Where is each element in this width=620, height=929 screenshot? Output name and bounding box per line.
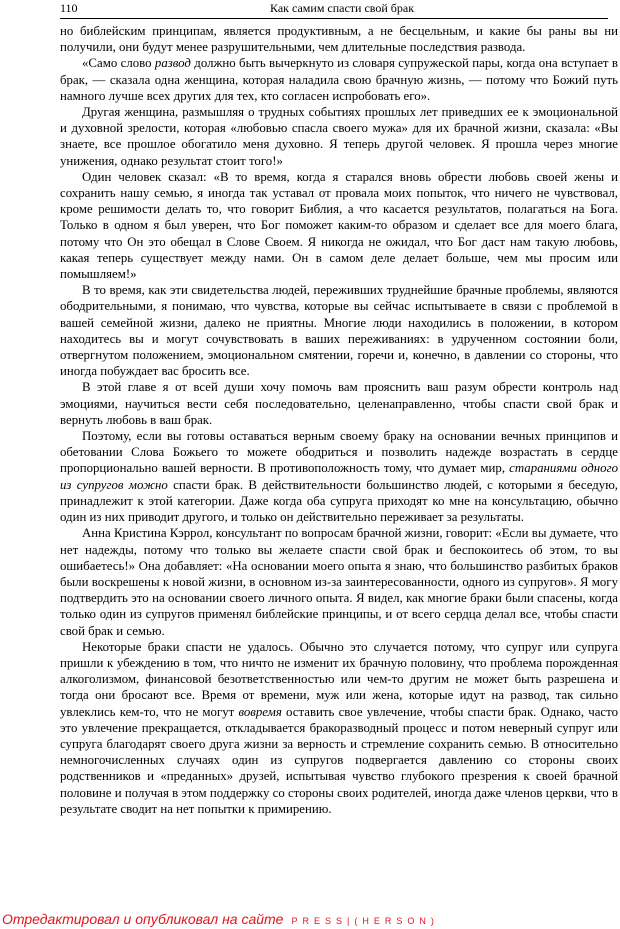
paragraph — [60, 55, 618, 104]
paragraph — [60, 282, 618, 379]
text-run: Другая женщина, размышляя о трудных событиях прошлых лет приведших ее к эмоциональной и духовной зрелости, которая «любовью спасла своего мужа» для их брачной жизни, сказала: «Вы знаете, все прошлое обогатило меня духовно. Я теперь другой человек. Я прошла через многие унижения, однако результат стоит того!» — [60, 105, 618, 168]
footer-site-name: PRESS|(HERSON) — [291, 916, 439, 926]
text-run: Один человек сказал: «В то время, когда я старался вновь обрести любовь своей жены и сохранить нашу семью, я иногда так уставал от провала моих попыток, что ничего не чувствовал, кроме решимости делать то, что говорит Библия, а что касается результатов, полагаться на Бога. Только в одном я был уверен, что Бог поможет каким-то образом и сделает все для моего блага, потому что Он это обещал в Слове Своем. Я никогда не ожидал, что Бог даст нам такую любовь, какая теперь существует между нами. Он в самом деле делает больше, чем мы просим или помышляем!» — [60, 169, 618, 282]
paragraph — [60, 428, 618, 525]
text-run: спасти брак. В действительности большинство людей, с которыми я беседую, принадлежит к этой категории. Даже когда оба супруга приходят ко мне на консультацию, обычно один из них приводит другого, и только он действительно переживает за результаты. — [60, 477, 619, 525]
paragraph — [60, 525, 618, 638]
italic-run: стараниями одного из супругов можно — [60, 461, 618, 492]
italic-run: вовремя — [238, 704, 282, 719]
italic-run: развод — [154, 56, 191, 71]
page-header — [60, 1, 608, 19]
paragraph — [60, 23, 618, 55]
paragraph — [60, 639, 618, 817]
text-run: Поэтому, если вы готовы оставаться верным своему браку на основании вечных принципов и обетовании Слова Божьего то можете ободриться и позволить надежде возрастать в сердце пропорционально вашей верности. В противоположность тому, что думает мир, — [60, 429, 618, 476]
text-run: В то время, как эти свидетельства людей, переживших труднейшие брачные проблемы, являются ободрительными, я понимаю, что чувства, которые вы сейчас испытываете в связи с проблемой в вашей семейной жизни, далеко не приятны. Многие люди находились в положении, в котором находитесь вы и могут сочувствовать в ваших переживаниях: в удрученном состоянии боли, отвергнутом положением, эмоциональном смятении, горечи и, конечно, в давлении со стороны, что иногда побуждает вас бросить все. — [60, 283, 618, 379]
text-run: должно быть вычеркнуто из словаря супружеской пары, когда она вступает в брак, — сказала одна женщина, которая наладила свою брачную жизнь, — потому что Божий путь намного лучше всех других для тех, кто согласен испробовать его». — [60, 56, 618, 103]
body-text — [60, 23, 618, 817]
text-run: Некоторые браки спасти не удалось. Обычно это случается потому, что супруг или супруга пришли к убеждению в том, что ничто не изменит их брачную половину, что проблема порожденная алкоголизмом, финансовой безответственностью или чем-то другим не может быть разрешена и тогда они бросают все. Время от времени, муж или жена, которые идут на развод, так сильно увлеклись кем-то, что не могут — [60, 639, 618, 719]
page-number: 110 — [60, 1, 78, 15]
text-run: В этой главе я от всей души хочу помочь вам прояснить ваш разум обрести контроль над эмоциями, научиться вести себя последовательно, целенаправленно, чтобы спасти свой брак и вернуть любовь в ваш брак. — [60, 380, 618, 427]
paragraph — [60, 379, 618, 428]
paragraph — [60, 104, 618, 169]
text-run: «Само слово — [82, 56, 155, 71]
running-title: Как самим спасти свой брак — [270, 1, 415, 15]
paragraph — [60, 169, 618, 282]
text-run: оставить свое увлечение, чтобы спасти брак. Однако, часто это увлечение прекращается, откладывается бракоразводный процесс и потом неверный супруг или супруга благодарят своего друга жизни за верность и стремление сохранить семью. В относительно немногочисленных случаях один из супругов подвергается давлению со стороны своих родственников и «преданных» друзей, испытывая чувство глубокого презрения к своей брачной половине и получая в этом поддержку со стороны своих родителей, иногда даже членов церкви, что в результате сводит на нет попытки к примирению. — [60, 704, 618, 816]
footer-notice — [2, 911, 439, 929]
text-run: Анна Кристина Кэррол, консультант по вопросам брачной жизни, говорит: «Если вы думаете, что нет надежды, потому что только вы желаете спасти свой брак и беспокоитесь об этом, то вы ошибаетесь!» Она добавляет: «На основании моего опыта я знаю, что большинство разбитых браков были воскрешены к новой жизни, в основном из-за заинтересованности, одного из супругов». Я могу подтвердить это на основании своего личного опыта. Я видел, как многие браки были спасены, когда только один из супругов применял библейские принципы, и от всего сердца делал все, чтобы спасти свой брак и семью. — [60, 526, 618, 638]
text-run: но библейским принципам, является продуктивным, а не бесцельным, и какие бы раны вы ни получили, они будут менее разрушительными, чем длительные последствия развода. — [60, 24, 618, 55]
footer-notice-text: Отредактировал и опубликовал на сайте — [2, 911, 284, 927]
